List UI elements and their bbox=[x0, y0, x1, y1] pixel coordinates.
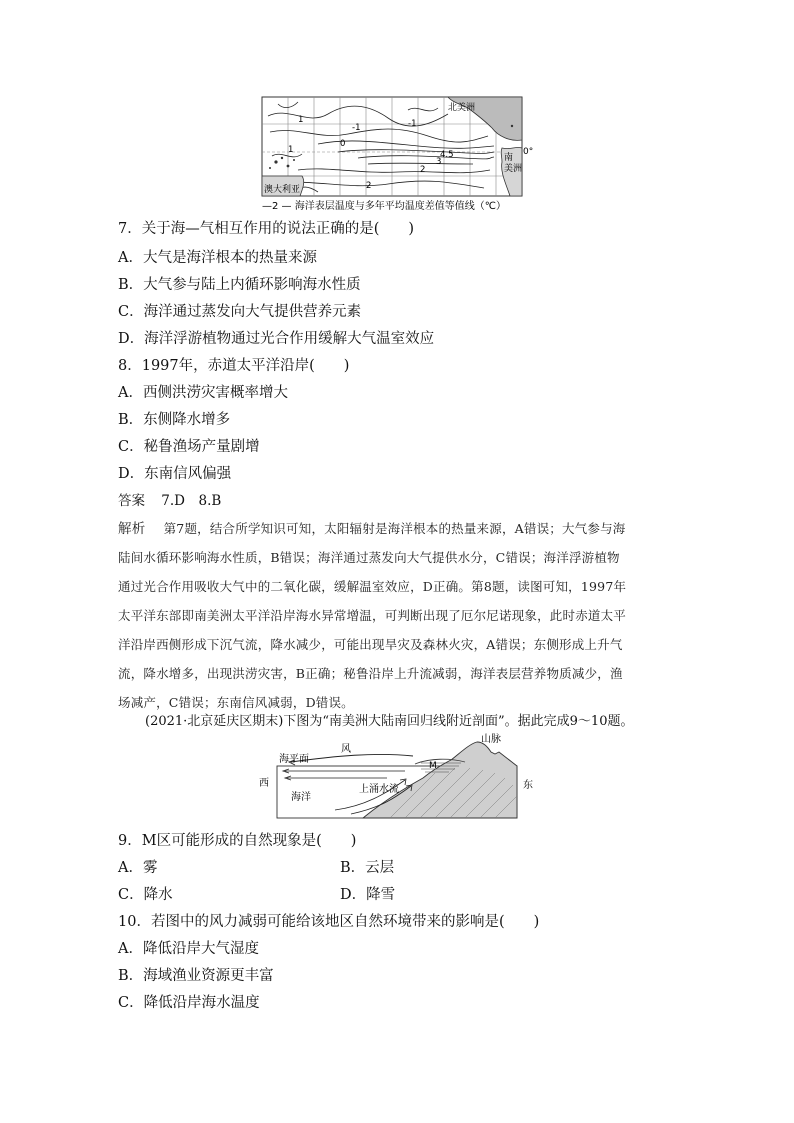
q10-option-b: B．海域渔业资源更丰富 bbox=[118, 968, 274, 984]
q10-option-c: C．降低沿岸海水温度 bbox=[118, 995, 260, 1011]
iso-label-neg1b: -1 bbox=[408, 119, 417, 129]
iso-label-1b: 1 bbox=[288, 145, 294, 155]
q7-option-c: C．海洋通过蒸发向大气提供营养元素 bbox=[118, 304, 362, 320]
analysis-line-3: 通过光合作用吸收大气中的二氧化碳，缓解温室效应，D正确。第8题，读图可知，1997年 bbox=[118, 579, 627, 594]
analysis-line-1: 第7题，结合所学知识可知，太阳辐射是海洋根本的热量来源，A错误；大气参与海 bbox=[163, 521, 626, 536]
iso-label-45: 4.5 bbox=[440, 150, 454, 160]
q8-option-a: A．西侧洪涝灾害概率增大 bbox=[118, 385, 288, 401]
label-south-america-1: 南 bbox=[504, 153, 514, 163]
q9-option-b: B．云层 bbox=[340, 860, 395, 876]
answer-value: 7.D 8.B bbox=[161, 493, 222, 509]
iso-label-2: 2 bbox=[420, 165, 426, 175]
answer-label: 答案 bbox=[118, 493, 145, 509]
label-west: 西 bbox=[259, 778, 269, 789]
iso-label-neg1: -1 bbox=[352, 123, 361, 133]
analysis-line-7: 场减产，C错误；东南信风减弱，D错误。 bbox=[118, 695, 354, 710]
q8-stem: 8．1997年，赤道太平洋沿岸( ) bbox=[118, 358, 350, 374]
label-mountain: 山脉 bbox=[481, 734, 501, 745]
iso-label-3: 3 bbox=[436, 157, 442, 167]
analysis-line-2: 陆间水循环影响海水性质，B错误；海洋通过蒸发向大气提供水分，C错误；海洋浮游植物 bbox=[118, 550, 620, 565]
iso-label-2b: 2 bbox=[366, 181, 372, 191]
label-m-zone: M bbox=[429, 761, 437, 771]
label-sea-level: 海平面 bbox=[279, 754, 309, 765]
answer-line bbox=[118, 491, 221, 511]
q7-option-a: A．大气是海洋根本的热量来源 bbox=[118, 250, 317, 266]
label-australia: 澳大利亚 bbox=[264, 185, 301, 195]
q7-option-b: B．大气参与陆上内循环影响海水性质 bbox=[118, 277, 361, 293]
label-wind: 风 bbox=[341, 744, 351, 755]
cross-section-diagram bbox=[255, 734, 535, 824]
figure1-caption: —2 — 海洋表层温度与多年平均温度差值等值线（℃） bbox=[262, 201, 506, 212]
q7-option-d: D．海洋浮游植物通过光合作用缓解大气温室效应 bbox=[118, 331, 435, 347]
label-north-america: 北美洲 bbox=[448, 103, 476, 113]
q8-option-d: D．东南信风偏强 bbox=[118, 466, 232, 482]
intro-text: (2021·北京延庆区期末)下图为“南美洲大陆南回归线附近剖面”。据此完成9～10题。 bbox=[145, 714, 634, 729]
q9-stem: 9．M区可能形成的自然现象是( ) bbox=[118, 833, 357, 849]
q10-option-a: A．降低沿岸大气湿度 bbox=[118, 941, 259, 957]
q9-option-d: D．降雪 bbox=[340, 887, 396, 903]
analysis-label: 解析 bbox=[118, 521, 146, 537]
label-south-america-2: 美洲 bbox=[504, 164, 523, 174]
analysis-line-4: 太平洋东部即南美洲太平洋沿岸海水异常增温，可判断出现了厄尔尼诺现象，此时赤道太平 bbox=[118, 608, 627, 623]
q8-option-b: B．东侧降水增多 bbox=[118, 412, 231, 428]
label-east: 东 bbox=[523, 780, 533, 791]
wind-arrow bbox=[291, 754, 413, 762]
q9-option-c: C．降水 bbox=[118, 887, 173, 903]
label-ocean: 海洋 bbox=[291, 792, 311, 803]
iso-label-1a: 1 bbox=[298, 115, 304, 125]
q7-stem: 7．关于海—气相互作用的说法正确的是( ) bbox=[118, 221, 415, 237]
label-equator: 0° bbox=[523, 147, 534, 157]
iso-label-0: 0 bbox=[340, 139, 346, 149]
q10-stem: 10．若图中的风力减弱可能给该地区自然环境带来的影响是( ) bbox=[118, 914, 540, 930]
q9-option-a: A．雾 bbox=[118, 860, 158, 876]
label-upwelling: 上涌水流 bbox=[359, 784, 399, 795]
analysis-line-5: 洋沿岸西侧形成下沉气流，降水减少，可能出现旱灾及森林火灾，A错误；东侧形成上升气 bbox=[118, 637, 623, 652]
sst-anomaly-map bbox=[258, 96, 534, 214]
q8-option-c: C．秘鲁渔场产量剧增 bbox=[118, 439, 260, 455]
analysis-line-6: 流，降水增多，出现洪涝灾害，B正确；秘鲁沿岸上升流减弱，海洋表层营养物质减少，渔 bbox=[118, 666, 623, 681]
